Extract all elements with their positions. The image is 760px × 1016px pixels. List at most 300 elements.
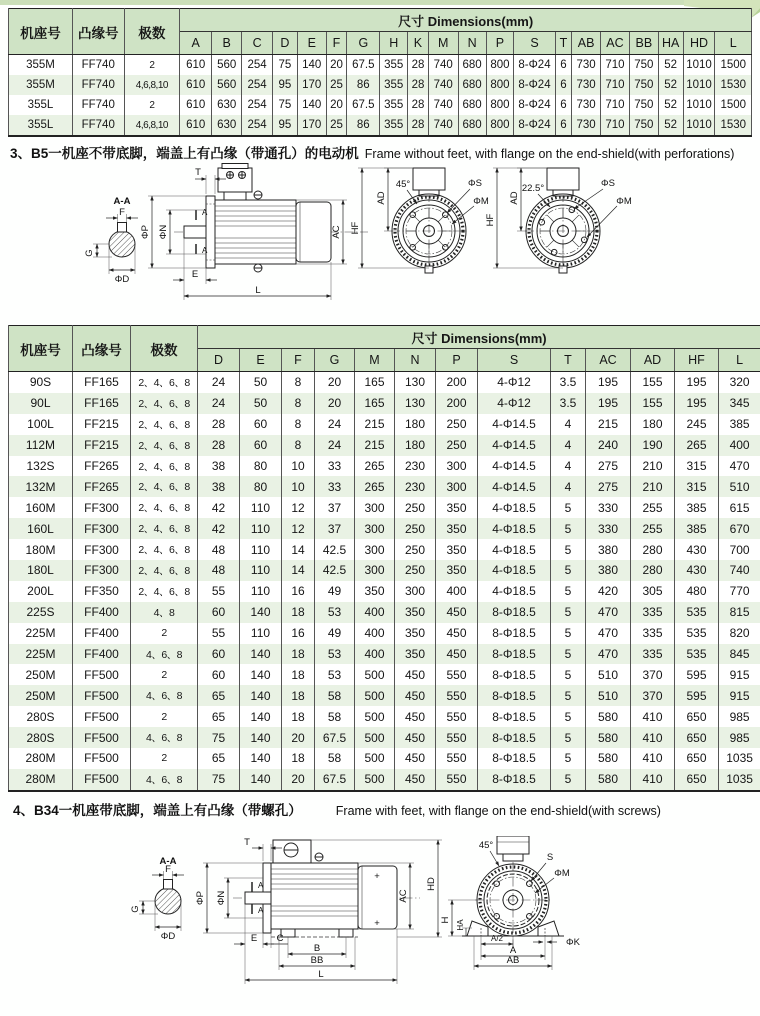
table-row bbox=[9, 95, 752, 115]
label-f: F bbox=[119, 207, 125, 218]
table-cell: 5 bbox=[551, 664, 586, 685]
table-cell: 410 bbox=[631, 748, 675, 769]
table-cell: 5 bbox=[551, 644, 586, 665]
table-cell: 470 bbox=[719, 456, 760, 477]
label-phi-n: ΦN bbox=[216, 890, 227, 906]
table-cell: 90S bbox=[9, 372, 73, 393]
table-cell: 140 bbox=[240, 727, 282, 748]
table-cell: FF165 bbox=[73, 372, 131, 393]
table-cell: 25 bbox=[326, 75, 347, 95]
table-cell: 49 bbox=[315, 623, 355, 644]
table-cell: 985 bbox=[719, 706, 760, 727]
label-45deg: 45° bbox=[478, 840, 494, 851]
table-cell: 430 bbox=[675, 539, 719, 560]
table-cell: 1500 bbox=[715, 95, 752, 115]
table-cell: 250M bbox=[9, 664, 73, 685]
table-cell: 820 bbox=[719, 623, 760, 644]
table-cell: 330 bbox=[586, 518, 631, 539]
table-cell: 50 bbox=[240, 372, 282, 393]
table-row bbox=[9, 748, 760, 769]
dimension-column-header: F bbox=[282, 349, 315, 372]
dimension-column-header: S bbox=[514, 32, 555, 55]
table-cell: 610 bbox=[180, 75, 212, 95]
table-cell: 670 bbox=[719, 518, 760, 539]
dimension-column-header: H bbox=[380, 32, 408, 55]
table-cell: 2、4、6、8 bbox=[131, 372, 198, 393]
table-row bbox=[9, 476, 760, 497]
table-cell: 190 bbox=[631, 435, 675, 456]
dimension-column-header: N bbox=[458, 32, 486, 55]
table-cell: 95 bbox=[273, 115, 298, 136]
table-cell: 770 bbox=[719, 581, 760, 602]
table-cell: 595 bbox=[675, 685, 719, 706]
table-cell: 4 bbox=[551, 414, 586, 435]
table-row bbox=[9, 414, 760, 435]
dimension-column-header: AD bbox=[631, 349, 675, 372]
table-cell: 195 bbox=[675, 393, 719, 414]
table-cell: 265 bbox=[355, 456, 395, 477]
label-t: T bbox=[244, 837, 250, 848]
table-cell: 2、4、6、8 bbox=[131, 560, 198, 581]
table-cell: 67.5 bbox=[347, 95, 380, 115]
table-cell: 80 bbox=[240, 476, 282, 497]
table-row bbox=[9, 769, 760, 791]
table-cell: 2 bbox=[124, 55, 180, 76]
table-cell: 225S bbox=[9, 602, 73, 623]
table-cell: 315 bbox=[675, 476, 719, 497]
table-cell: 255 bbox=[631, 497, 675, 518]
table-cell: 10 bbox=[282, 476, 315, 497]
table-cell: 680 bbox=[458, 115, 486, 136]
dimension-column-header: P bbox=[436, 349, 478, 372]
column-header: 机座号 bbox=[9, 9, 73, 55]
table-cell: 225M bbox=[9, 644, 73, 665]
table-cell: 300 bbox=[355, 539, 395, 560]
table-cell: FF500 bbox=[73, 664, 131, 685]
table-cell: 140 bbox=[240, 602, 282, 623]
table-cell: 60 bbox=[198, 664, 240, 685]
table-cell: 450 bbox=[395, 769, 436, 791]
table-cell: 24 bbox=[315, 414, 355, 435]
table-cell: 38 bbox=[198, 476, 240, 497]
table-cell: 140 bbox=[240, 769, 282, 791]
table-cell: 450 bbox=[395, 685, 436, 706]
table-cell: 535 bbox=[675, 623, 719, 644]
dimension-column-header: P bbox=[486, 32, 514, 55]
table-cell: 48 bbox=[198, 539, 240, 560]
table-cell: 5 bbox=[551, 560, 586, 581]
table-cell: 500 bbox=[355, 706, 395, 727]
motor-drawing-b34-foot-flange bbox=[0, 836, 760, 1016]
dimension-column-header: G bbox=[315, 349, 355, 372]
table-cell: FF400 bbox=[73, 644, 131, 665]
table-cell: 60 bbox=[198, 644, 240, 665]
table-cell: 65 bbox=[198, 706, 240, 727]
table-cell: 350 bbox=[436, 518, 478, 539]
table-cell: 8-Φ18.5 bbox=[478, 644, 551, 665]
table-cell: 1530 bbox=[715, 115, 752, 136]
table-row bbox=[9, 456, 760, 477]
table-cell: 75 bbox=[198, 769, 240, 791]
table-cell: 550 bbox=[436, 748, 478, 769]
table-cell: 450 bbox=[395, 706, 436, 727]
table-cell: FF350 bbox=[73, 581, 131, 602]
table-cell: 710 bbox=[601, 55, 630, 76]
table-cell: 4-Φ14.5 bbox=[478, 414, 551, 435]
label-s: S bbox=[546, 852, 554, 863]
label-phi-d: ΦD bbox=[160, 931, 176, 942]
table-cell: 385 bbox=[675, 497, 719, 518]
table-cell: 430 bbox=[675, 560, 719, 581]
table-cell: 710 bbox=[601, 95, 630, 115]
label-h: H bbox=[440, 916, 451, 924]
dimension-column-header: G bbox=[347, 32, 380, 55]
table-cell: 500 bbox=[355, 769, 395, 791]
table-cell: 195 bbox=[586, 372, 631, 393]
label-g: G bbox=[84, 249, 95, 257]
table-cell: 254 bbox=[242, 75, 273, 95]
table-cell: 915 bbox=[719, 685, 760, 706]
table-cell: 280 bbox=[631, 560, 675, 581]
dimension-column-header: A bbox=[180, 32, 212, 55]
table-cell: 450 bbox=[395, 727, 436, 748]
dimension-column-header: T bbox=[551, 349, 586, 372]
table-row bbox=[9, 581, 760, 602]
table-cell: 2、4、6、8 bbox=[131, 476, 198, 497]
table-cell: FF400 bbox=[73, 623, 131, 644]
table-cell: 4、8 bbox=[131, 602, 198, 623]
column-header: 机座号 bbox=[9, 326, 73, 372]
column-header: 凸缘号 bbox=[72, 9, 124, 55]
table-cell: 4-Φ14.5 bbox=[478, 476, 551, 497]
table-cell: 52 bbox=[658, 95, 683, 115]
table-cell: 110 bbox=[240, 560, 282, 581]
table-cell: 510 bbox=[719, 476, 760, 497]
table-cell: 535 bbox=[675, 644, 719, 665]
table-row bbox=[9, 685, 760, 706]
table-cell: 58 bbox=[315, 748, 355, 769]
table-cell: 5 bbox=[551, 727, 586, 748]
table-cell: 65 bbox=[198, 685, 240, 706]
table-cell: 4-Φ14.5 bbox=[478, 435, 551, 456]
label-a-half: A/2 bbox=[490, 934, 504, 943]
table-cell: 8-Φ18.5 bbox=[478, 623, 551, 644]
table-cell: FF500 bbox=[73, 748, 131, 769]
table-cell: 8 bbox=[282, 393, 315, 414]
table-cell: 2 bbox=[131, 706, 198, 727]
table-cell: 380 bbox=[586, 560, 631, 581]
table-cell: 345 bbox=[719, 393, 760, 414]
table-cell: 750 bbox=[629, 75, 658, 95]
label-l: L bbox=[255, 285, 261, 296]
dimension-column-header: T bbox=[555, 32, 572, 55]
dimension-table-flange-frames bbox=[8, 325, 760, 792]
label-phi-s-1: ΦS bbox=[468, 178, 482, 189]
table-cell: 20 bbox=[282, 769, 315, 791]
column-header: 凸缘号 bbox=[73, 326, 131, 372]
table-cell: 215 bbox=[586, 414, 631, 435]
table-cell: 4 bbox=[551, 476, 586, 497]
table-cell: 630 bbox=[212, 95, 242, 115]
label-45deg: 45° bbox=[395, 179, 411, 190]
table-cell: FF500 bbox=[73, 685, 131, 706]
table-cell: FF215 bbox=[73, 435, 131, 456]
table-cell: 100L bbox=[9, 414, 73, 435]
table-cell: 250 bbox=[436, 414, 478, 435]
table-cell: 355 bbox=[380, 55, 408, 76]
table-cell: 4 bbox=[551, 435, 586, 456]
table-cell: 20 bbox=[282, 727, 315, 748]
table-cell: 8 bbox=[282, 372, 315, 393]
table-cell: 140 bbox=[240, 748, 282, 769]
table-cell: 8 bbox=[282, 414, 315, 435]
table-cell: 165 bbox=[355, 372, 395, 393]
table-cell: 2、4、6、8 bbox=[131, 581, 198, 602]
table-cell: 370 bbox=[631, 664, 675, 685]
motor-front-view-45 bbox=[350, 168, 489, 273]
table-cell: 33 bbox=[315, 476, 355, 497]
table-cell: 180M bbox=[9, 539, 73, 560]
dimension-column-header: L bbox=[715, 32, 752, 55]
table-cell: 8-Φ18.5 bbox=[478, 727, 551, 748]
table-cell: 550 bbox=[436, 727, 478, 748]
table-cell: FF500 bbox=[73, 706, 131, 727]
table-cell: 350 bbox=[436, 539, 478, 560]
table-cell: 350 bbox=[395, 602, 436, 623]
table-cell: 200L bbox=[9, 581, 73, 602]
label-plus-bottom: + bbox=[374, 918, 380, 929]
table-row bbox=[9, 55, 752, 76]
table-cell: 450 bbox=[436, 644, 478, 665]
table-cell: 25 bbox=[326, 115, 347, 136]
table-cell: FF740 bbox=[72, 55, 124, 76]
table-cell: 75 bbox=[273, 95, 298, 115]
table-cell: 1530 bbox=[715, 75, 752, 95]
table-cell: 300 bbox=[355, 560, 395, 581]
table-cell: 4,6,8,10 bbox=[124, 75, 180, 95]
table-cell: 385 bbox=[719, 414, 760, 435]
table-cell: FF740 bbox=[72, 75, 124, 95]
table-cell: 750 bbox=[629, 55, 658, 76]
table-cell: 4、6、8 bbox=[131, 644, 198, 665]
label-phi-k: ΦK bbox=[566, 937, 580, 948]
table-cell: 8 bbox=[282, 435, 315, 456]
table-cell: 53 bbox=[315, 602, 355, 623]
table-cell: 750 bbox=[629, 115, 658, 136]
table-cell: 610 bbox=[180, 115, 212, 136]
label-l: L bbox=[318, 969, 324, 980]
table-cell: 400 bbox=[355, 644, 395, 665]
table-cell: FF500 bbox=[73, 769, 131, 791]
table-cell: 254 bbox=[242, 95, 273, 115]
table-cell: 42 bbox=[198, 497, 240, 518]
table-cell: 730 bbox=[572, 115, 601, 136]
table-cell: 985 bbox=[719, 727, 760, 748]
table-cell: 355 bbox=[380, 75, 408, 95]
table-cell: 740 bbox=[428, 55, 458, 76]
table-cell: 350 bbox=[436, 560, 478, 581]
table-cell: 2、4、6、8 bbox=[131, 435, 198, 456]
table-cell: 610 bbox=[180, 95, 212, 115]
table-cell: 330 bbox=[586, 497, 631, 518]
table-cell: 8-Φ18.5 bbox=[478, 706, 551, 727]
label-g: G bbox=[130, 905, 141, 913]
table-cell: 280S bbox=[9, 727, 73, 748]
table-cell: 480 bbox=[675, 581, 719, 602]
dimensions-group-header: 尺寸 Dimensions(mm) bbox=[198, 326, 760, 349]
table-cell: 5 bbox=[551, 518, 586, 539]
table-cell: 315 bbox=[675, 456, 719, 477]
table-cell: 4-Φ18.5 bbox=[478, 497, 551, 518]
table-cell: 450 bbox=[436, 623, 478, 644]
table-cell: 8-Φ18.5 bbox=[478, 664, 551, 685]
label-hf-2: HF bbox=[485, 213, 496, 227]
table-cell: 710 bbox=[601, 115, 630, 136]
table-cell: 254 bbox=[242, 55, 273, 76]
table-cell: 5 bbox=[551, 748, 586, 769]
table-cell: 300 bbox=[395, 581, 436, 602]
table-cell: 24 bbox=[198, 372, 240, 393]
table-cell: 650 bbox=[675, 769, 719, 791]
table-row bbox=[9, 539, 760, 560]
table-cell: FF300 bbox=[73, 518, 131, 539]
table-cell: 49 bbox=[315, 581, 355, 602]
table-cell: 195 bbox=[586, 393, 631, 414]
table-row bbox=[9, 644, 760, 665]
table-cell: 160L bbox=[9, 518, 73, 539]
table-cell: 28 bbox=[198, 414, 240, 435]
table-cell: FF300 bbox=[73, 539, 131, 560]
table-cell: 250 bbox=[395, 560, 436, 581]
table-row bbox=[9, 623, 760, 644]
table-cell: 4-Φ18.5 bbox=[478, 581, 551, 602]
table-cell: 550 bbox=[436, 769, 478, 791]
label-phi-p: ΦP bbox=[195, 891, 206, 905]
table-cell: 845 bbox=[719, 644, 760, 665]
table-cell: 4,6,8,10 bbox=[124, 115, 180, 136]
table-cell: 240 bbox=[586, 435, 631, 456]
table-cell: 300 bbox=[436, 456, 478, 477]
table-cell: FF165 bbox=[73, 393, 131, 414]
table-cell: 42 bbox=[198, 518, 240, 539]
table-cell: 42.5 bbox=[315, 539, 355, 560]
table-cell: 550 bbox=[436, 664, 478, 685]
table-cell: 2 bbox=[131, 623, 198, 644]
table-row bbox=[9, 393, 760, 414]
dimension-column-header: S bbox=[478, 349, 551, 372]
table-cell: 630 bbox=[212, 115, 242, 136]
table-cell: 550 bbox=[436, 706, 478, 727]
label-section-aa: A-A bbox=[113, 196, 131, 207]
table-cell: 470 bbox=[586, 644, 631, 665]
table-cell: FF740 bbox=[72, 115, 124, 136]
table-cell: 500 bbox=[355, 664, 395, 685]
table-cell: 420 bbox=[586, 581, 631, 602]
table-cell: 28 bbox=[408, 75, 429, 95]
table-cell: 24 bbox=[198, 393, 240, 414]
table-row bbox=[9, 75, 752, 95]
table-cell: 60 bbox=[240, 414, 282, 435]
table-cell: 740 bbox=[428, 95, 458, 115]
table-cell: 28 bbox=[408, 95, 429, 115]
table-cell: 595 bbox=[675, 664, 719, 685]
table-cell: 1035 bbox=[719, 748, 760, 769]
table-cell: 1010 bbox=[683, 55, 715, 76]
label-phi-m: ΦM bbox=[554, 868, 570, 879]
table-cell: 2、4、6、8 bbox=[131, 414, 198, 435]
table-cell: 5 bbox=[551, 623, 586, 644]
table-cell: 2、4、6、8 bbox=[131, 497, 198, 518]
table-cell: 12 bbox=[282, 497, 315, 518]
table-cell: 250 bbox=[395, 518, 436, 539]
table-cell: 2 bbox=[124, 95, 180, 115]
table-cell: 560 bbox=[212, 75, 242, 95]
table-cell: 800 bbox=[486, 55, 514, 76]
table-cell: 730 bbox=[572, 95, 601, 115]
table-cell: 915 bbox=[719, 664, 760, 685]
table-cell: 400 bbox=[355, 623, 395, 644]
dimensions-group-header: 尺寸 Dimensions(mm) bbox=[180, 9, 752, 32]
label-plus-top: + bbox=[374, 871, 380, 882]
table-cell: 24 bbox=[315, 435, 355, 456]
table-cell: 5 bbox=[551, 602, 586, 623]
table-cell: 320 bbox=[719, 372, 760, 393]
table-cell: 86 bbox=[347, 115, 380, 136]
table-cell: 42.5 bbox=[315, 560, 355, 581]
table-cell: 67.5 bbox=[315, 769, 355, 791]
shaft-section-view bbox=[84, 196, 138, 285]
table-cell: 20 bbox=[315, 372, 355, 393]
table-cell: 4-Φ12 bbox=[478, 393, 551, 414]
table-cell: 2 bbox=[131, 664, 198, 685]
table-cell: 28 bbox=[198, 435, 240, 456]
dimension-column-header: B bbox=[212, 32, 242, 55]
table-cell: 58 bbox=[315, 706, 355, 727]
table-cell: 355L bbox=[9, 115, 73, 136]
table-cell: 225M bbox=[9, 623, 73, 644]
label-ad-1: AD bbox=[376, 191, 387, 205]
table-cell: 20 bbox=[326, 95, 347, 115]
dimension-column-header: N bbox=[395, 349, 436, 372]
table-cell: 385 bbox=[675, 518, 719, 539]
dimension-column-header: AB bbox=[572, 32, 601, 55]
table-cell: FF265 bbox=[73, 456, 131, 477]
table-cell: 1500 bbox=[715, 55, 752, 76]
table-cell: 195 bbox=[675, 372, 719, 393]
table-cell: 280 bbox=[631, 539, 675, 560]
table-cell: 110 bbox=[240, 623, 282, 644]
table-cell: 1010 bbox=[683, 75, 715, 95]
table-cell: 10 bbox=[282, 456, 315, 477]
table-cell: 37 bbox=[315, 497, 355, 518]
table-cell: 90L bbox=[9, 393, 73, 414]
table-cell: 4、6、8 bbox=[131, 727, 198, 748]
table-cell: 4-Φ12 bbox=[478, 372, 551, 393]
table-cell: 450 bbox=[395, 748, 436, 769]
dimension-column-header: E bbox=[240, 349, 282, 372]
table-cell: 400 bbox=[436, 581, 478, 602]
table-cell: 355 bbox=[380, 95, 408, 115]
table-cell: FF500 bbox=[73, 727, 131, 748]
table-cell: 730 bbox=[572, 75, 601, 95]
table-cell: 500 bbox=[355, 685, 395, 706]
table-cell: 110 bbox=[240, 539, 282, 560]
label-phi-n: ΦN bbox=[158, 224, 169, 240]
table-cell: 110 bbox=[240, 581, 282, 602]
table-cell: 140 bbox=[240, 685, 282, 706]
table-cell: 350 bbox=[436, 497, 478, 518]
table-cell: 140 bbox=[297, 95, 326, 115]
